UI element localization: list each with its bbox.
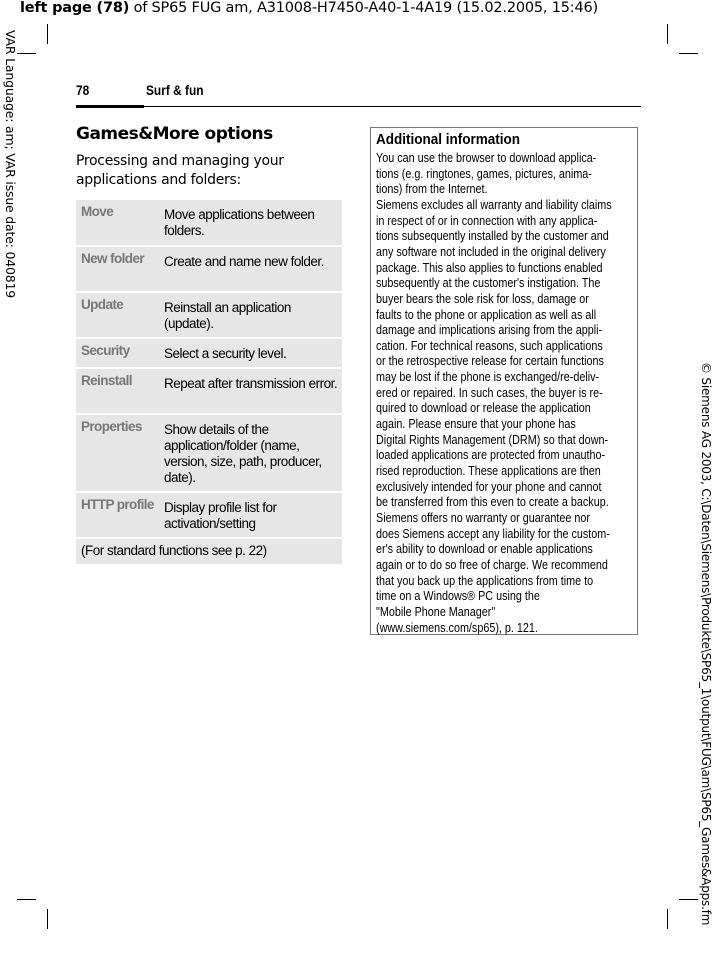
additional-info-box xyxy=(370,127,638,635)
table-row xyxy=(76,369,342,413)
info-text-line: be transferred from this even to create a backup. xyxy=(376,494,609,510)
info-text-line: buyer bears the sole risk for loss, damage or xyxy=(376,290,589,306)
info-text-line: rised reproduction. These applications are then xyxy=(376,463,601,478)
info-text-line: does Siemens accept any liability for the custom- xyxy=(376,525,610,541)
header-rule xyxy=(76,106,641,107)
info-text-line: subsequently at the customer's instigation. The xyxy=(376,275,601,291)
info-text-line: loaded applications are protected from unautho- xyxy=(376,447,606,463)
info-text-line: cation. For technical reasons, such applications xyxy=(376,337,603,353)
info-text-line: may be lost if the phone is exchanged/re-deliv- xyxy=(376,369,600,385)
info-text-line: or the retrospective release for certain functions xyxy=(376,353,604,369)
option-description: Repeat after transmission error. xyxy=(164,376,338,391)
document-header xyxy=(20,0,598,16)
info-text-line: tions (e.g. ringtones, games, pictures, anima- xyxy=(376,165,592,181)
info-text-line: Siemens excludes all warranty and liability claims xyxy=(376,196,612,212)
crop-mark xyxy=(47,909,48,929)
page-number: 78 xyxy=(76,82,90,98)
crop-mark xyxy=(667,24,668,44)
crop-mark xyxy=(47,24,48,44)
section-title: Surf & fun xyxy=(146,82,204,98)
standard-functions-note: (For standard functions see p. 22) xyxy=(81,543,267,558)
option-name: Security xyxy=(81,343,130,358)
option-name: Move xyxy=(81,204,114,219)
info-text-line: package. This also applies to functions enabled xyxy=(376,259,603,275)
option-name: New folder xyxy=(81,251,145,266)
info-text-line: faults to the phone or application as well as all xyxy=(376,306,597,322)
option-name: Properties xyxy=(81,419,142,434)
crop-mark xyxy=(17,53,36,54)
crop-mark xyxy=(17,899,36,900)
option-description: Reinstall an application (update). xyxy=(164,300,291,331)
info-text-line: exclusively intended for your phone and cannot xyxy=(376,478,602,494)
info-text-line: "Mobile Phone Manager" xyxy=(376,603,496,619)
info-text-line: again or to do so free of charge. We recommend xyxy=(376,556,608,572)
info-text-line: (www.siemens.com/sp65), p. 121. xyxy=(376,619,538,635)
option-name: HTTP profile xyxy=(81,497,154,512)
option-description: Display profile list for activation/setting xyxy=(164,500,277,531)
info-text-line: time on a Windows® PC using the xyxy=(376,588,540,604)
table-row xyxy=(76,415,342,491)
info-text-line: any software not included in the original delivery xyxy=(376,243,606,259)
header-page-label: left page (78) xyxy=(20,0,130,16)
intro-text: Processing and managing your applications and folders: xyxy=(76,153,284,188)
info-text-line: quired to download or release the application xyxy=(376,400,591,416)
page-title: Games&More options xyxy=(76,124,273,144)
option-name: Reinstall xyxy=(81,373,132,388)
option-description: Select a security level. xyxy=(164,346,287,361)
crop-mark xyxy=(679,53,698,54)
crop-mark xyxy=(667,909,668,929)
info-text-line: tions) from the Internet. xyxy=(376,181,488,197)
header-rule-accent xyxy=(76,105,144,108)
info-text-line: er's ability to download or enable applications xyxy=(376,541,593,557)
option-description: Move applications between folders. xyxy=(164,207,315,238)
side-text-left: VAR Language: am; VAR issue date: 040819 xyxy=(3,30,18,298)
info-text-line: tions subsequently installed by the customer and xyxy=(376,228,609,244)
info-text-line: You can use the browser to download applica- xyxy=(376,150,597,165)
option-name: Update xyxy=(81,297,124,312)
table-row xyxy=(76,247,342,291)
table-row xyxy=(76,293,342,337)
info-text-line: again. Please ensure that your phone has xyxy=(376,416,576,432)
header-document-info: of SP65 FUG am, A31008-H7450-A40-1-4A19 (15.02.2005, 15:46) xyxy=(129,0,598,16)
table-footer-row xyxy=(76,539,342,564)
option-description: Show details of the application/folder (name, version, size, path, producer, date). xyxy=(164,422,322,485)
info-text-line: Siemens offers no warranty or guarantee nor xyxy=(376,509,590,525)
crop-mark xyxy=(679,899,698,900)
info-text-line: Digital Rights Management (DRM) so that down- xyxy=(376,431,609,447)
side-text-right: © Siemens AG 2003, C:\Daten\Siemens\Produkte\SP65_1\output\FUG\am\SP65_Games&Apps.fm xyxy=(699,362,713,926)
table-row xyxy=(76,339,342,367)
table-row xyxy=(76,493,342,537)
info-text-line: damage and implications arising from the appli- xyxy=(376,322,603,338)
options-table xyxy=(76,200,342,566)
info-text-line: that you back up the applications from time to xyxy=(376,572,594,588)
info-text-line: in respect of or in connection with any applica- xyxy=(376,212,598,228)
option-description: Create and name new folder. xyxy=(164,254,324,269)
info-title: Additional information xyxy=(376,131,520,148)
table-row xyxy=(76,200,342,245)
info-text-line: ered or repaired. In such cases, the buyer is re- xyxy=(376,384,603,400)
